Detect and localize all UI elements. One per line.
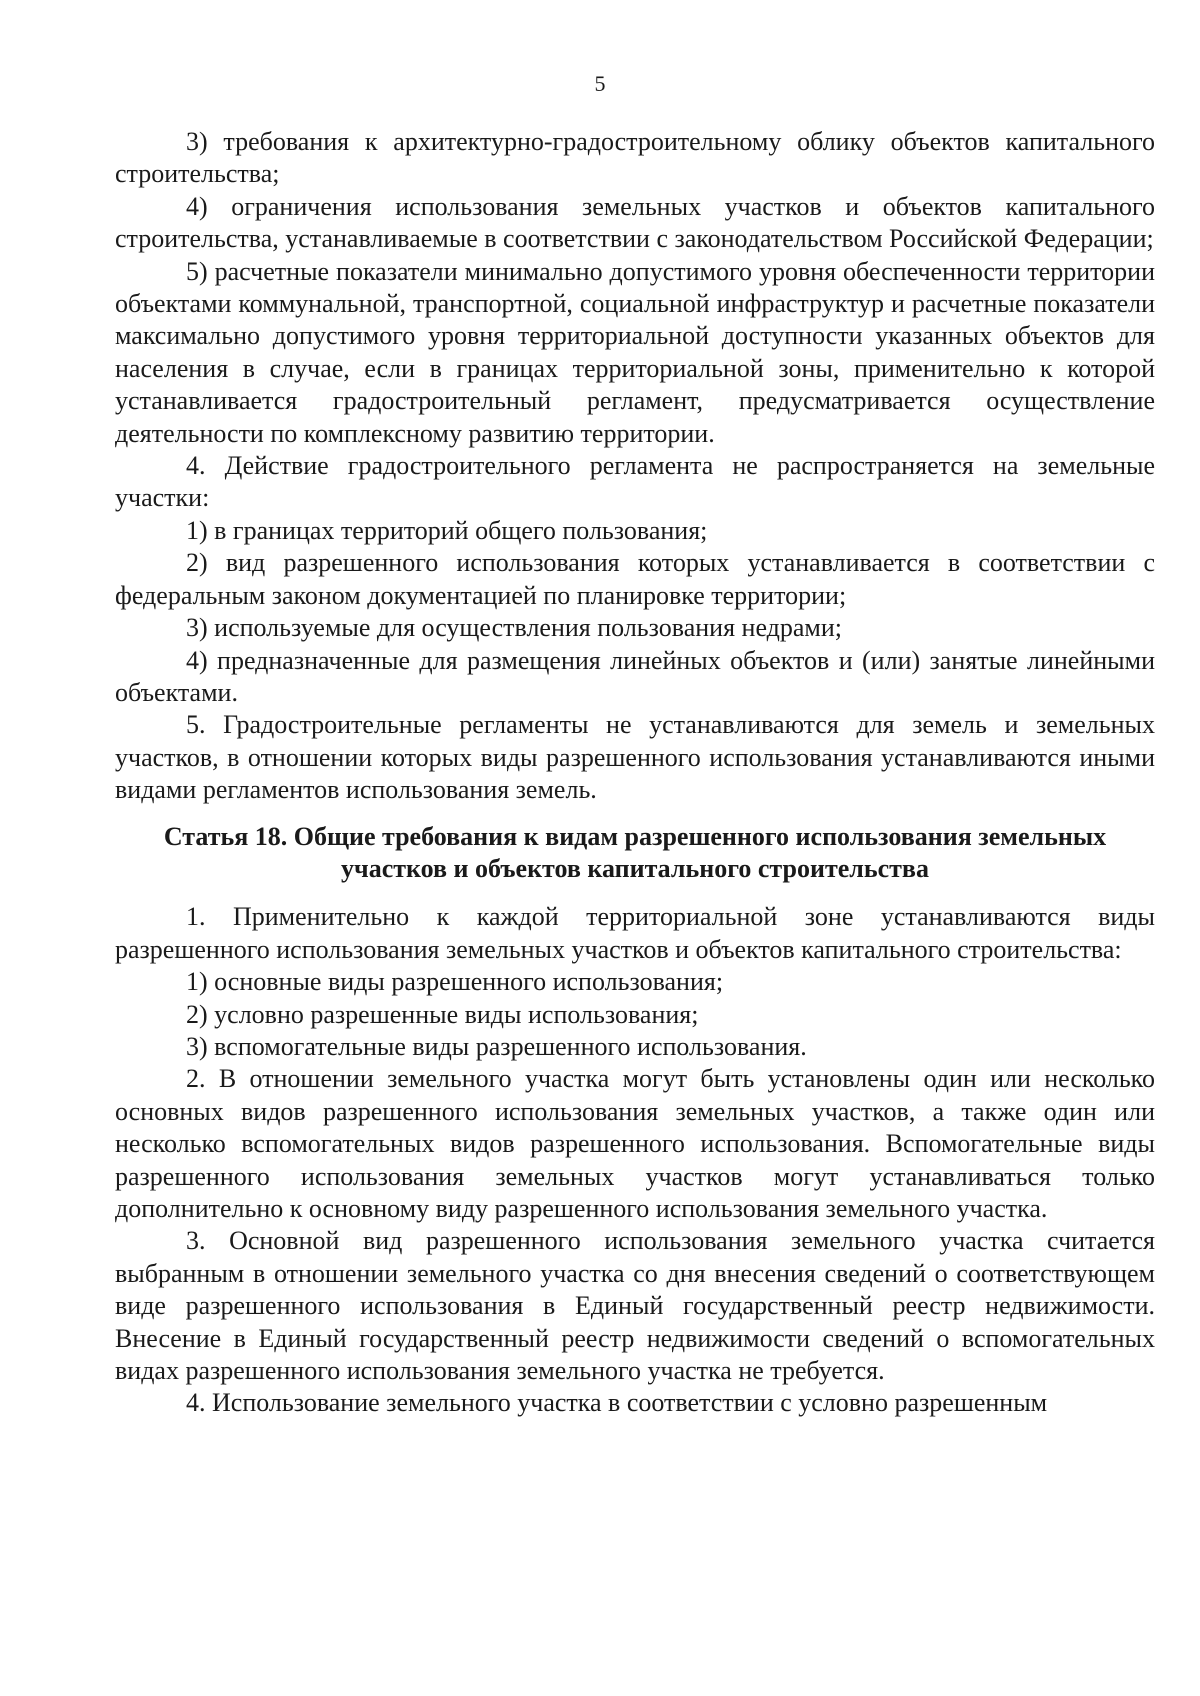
paragraph: 2. В отношении земельного участка могут быть установлены один или несколько основных видов разрешенного использования земельных участков, а также один или несколько вспомогательных видов разрешенного использования. Вспомогательные виды разрешенного использования земельных участков могут устанавливаться только дополнительно к основному виду разрешенного использования земельного участка. <box>115 1064 1155 1223</box>
page-number: 5 <box>594 71 606 96</box>
paragraph: 1) в границах территорий общего пользования; <box>186 515 708 545</box>
article-heading <box>115 821 1155 886</box>
paragraph: 5. Градостроительные регламенты не устанавливаются для земель и земельных участков, в отношении которых виды разрешенного использования устанавливаются иными видами регламентов использования земель. <box>115 710 1155 805</box>
paragraph: 2) условно разрешенные виды использования; <box>186 999 699 1029</box>
paragraph: 1. Применительно к каждой территориальной зоне устанавливаются виды разрешенного использования земельных участков и объектов капитального строительства: <box>115 902 1155 964</box>
paragraph: 4. Действие градостроительного регламента не распространяется на земельные участки: <box>115 451 1155 513</box>
paragraph: 1) основные виды разрешенного использования; <box>186 967 724 997</box>
paragraph: 3. Основной вид разрешенного использования земельного участка считается выбранным в отношении земельного участка со дня внесения сведений о соответствующем виде разрешенного использования в Единый государственный реестр недвижимости. Внесение в Единый государственный реестр недвижимости сведений о вспомогательных видах разрешенного использования земельного участка не требуется. <box>115 1226 1155 1386</box>
article-heading-line: Статья 18. Общие требования к видам разрешенного использования земельных <box>163 821 1107 851</box>
paragraph: 5) расчетные показатели минимально допустимого уровня обеспеченности территории объектами коммунальной, транспортной, социальной инфраструктур и расчетные показатели максимально допустимого уровня территориальной доступности указанных объектов для населения в случае, если в границах территориальной зоны, применительно к которой устанавливается градостроительный регламент, предусматривается осуществление деятельности по комплексному развитию территории. <box>115 256 1155 448</box>
paragraph: 3) вспомогательные виды разрешенного использования. <box>186 1031 807 1061</box>
paragraph: 3) требования к архитектурно-градостроительному облику объектов капитального строительства; <box>115 127 1155 189</box>
document-body <box>115 126 1155 1420</box>
paragraph: 4) предназначенные для размещения линейных объектов и (или) занятые линейными объектами. <box>115 645 1155 707</box>
paragraph: 2) вид разрешенного использования которых устанавливается в соответствии с федеральным законом документацией по планировке территории; <box>115 548 1155 610</box>
paragraph: 3) используемые для осуществления пользования недрами; <box>186 613 843 643</box>
paragraph: 4. Использование земельного участка в соответствии с условно разрешенным <box>186 1388 1048 1418</box>
article-heading-line: участков и объектов капитального строительства <box>341 853 929 883</box>
paragraph: 4) ограничения использования земельных участков и объектов капитального строительства, устанавливаемые в соответствии с законодательством Российской Федерации; <box>115 191 1155 254</box>
